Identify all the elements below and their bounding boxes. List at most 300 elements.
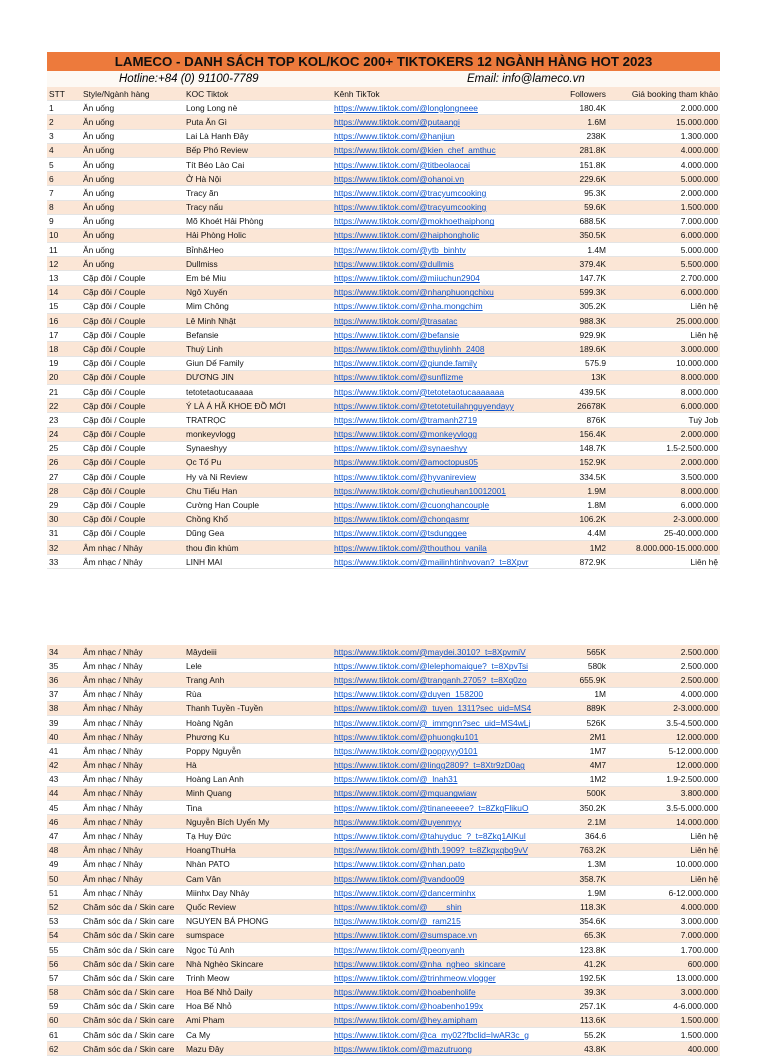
cell-stt: 49 <box>47 857 81 871</box>
cell-stt: 58 <box>47 985 81 999</box>
table-row <box>47 441 720 455</box>
cell-price: 5.000.000 <box>608 172 720 186</box>
cell-channel-link[interactable]: https://www.tiktok.com/@phuongku101 <box>332 730 540 744</box>
cell-channel-link[interactable]: https://www.tiktok.com/@longlongneee <box>332 101 540 115</box>
cell-followers: 229.6K <box>540 172 608 186</box>
cell-stt: 25 <box>47 441 81 455</box>
cell-koc-name: Hy và Ni Review <box>184 470 332 484</box>
cell-channel-link[interactable]: https://www.tiktok.com/@tranganh.2705?_t=8Xq0zo <box>332 673 540 687</box>
cell-koc-name: Lele <box>184 659 332 673</box>
cell-channel-link[interactable]: https://www.tiktok.com/@haiphongholic <box>332 228 540 242</box>
cell-koc-name: sumspace <box>184 928 332 942</box>
cell-stt: 4 <box>47 143 81 157</box>
cell-channel-link[interactable]: https://www.tiktok.com/@miiuchun2904 <box>332 271 540 285</box>
cell-followers: 95.3K <box>540 186 608 200</box>
cell-channel-link[interactable]: https://www.tiktok.com/@hoabenholife <box>332 985 540 999</box>
cell-followers: 350.5K <box>540 228 608 242</box>
cell-followers: 4.4M <box>540 526 608 540</box>
cell-channel-link[interactable]: https://www.tiktok.com/@thuylinhh_2408 <box>332 342 540 356</box>
cell-stt: 56 <box>47 957 81 971</box>
cell-koc-name: Minh Quang <box>184 786 332 800</box>
cell-stt: 24 <box>47 427 81 441</box>
cell-price: 4.000.000 <box>608 157 720 171</box>
cell-followers: 1.4M <box>540 243 608 257</box>
cell-followers: 889K <box>540 701 608 715</box>
cell-channel-link[interactable]: https://www.tiktok.com/@duyen_158200 <box>332 687 540 701</box>
cell-style: Cặp đôi / Couple <box>81 526 184 540</box>
sheet-block-1 <box>47 52 720 569</box>
cell-stt: 11 <box>47 243 81 257</box>
cell-followers: 1M2 <box>540 541 608 555</box>
table-row <box>47 299 720 313</box>
cell-followers: 65.3K <box>540 928 608 942</box>
table-row <box>47 900 720 914</box>
cell-followers: 55.2K <box>540 1028 608 1042</box>
cell-style: Âm nhạc / Nhảy <box>81 715 184 729</box>
cell-style: Ăn uống <box>81 186 184 200</box>
table-row <box>47 257 720 271</box>
cell-stt: 18 <box>47 342 81 356</box>
cell-price: Liên hệ <box>608 843 720 857</box>
cell-channel-link[interactable]: https://www.tiktok.com/@mazutruong <box>332 1042 540 1056</box>
cell-price: 14.000.000 <box>608 815 720 829</box>
cell-price: 2-3.000.000 <box>608 512 720 526</box>
cell-koc-name: Miinhx Day Nhảy <box>184 886 332 900</box>
cell-channel-link[interactable]: https://www.tiktok.com/@hanjiun <box>332 129 540 143</box>
cell-style: Ăn uống <box>81 200 184 214</box>
table-body-2 <box>47 645 720 1056</box>
cell-koc-name: thou đin khùm <box>184 541 332 555</box>
cell-channel-link[interactable]: https://www.tiktok.com/@monkeyvlogg <box>332 427 540 441</box>
cell-style: Ăn uống <box>81 257 184 271</box>
cell-channel-link[interactable]: https://www.tiktok.com/@sumspace.vn <box>332 928 540 942</box>
cell-stt: 43 <box>47 772 81 786</box>
cell-channel-link[interactable]: https://www.tiktok.com/@sunflizme <box>332 370 540 384</box>
cell-stt: 2 <box>47 115 81 129</box>
cell-followers: 118.3K <box>540 900 608 914</box>
cell-style: Âm nhạc / Nhảy <box>81 701 184 715</box>
cell-stt: 31 <box>47 526 81 540</box>
cell-channel-link[interactable]: https://www.tiktok.com/@chutieuhan10012001 <box>332 484 540 498</box>
cell-stt: 37 <box>47 687 81 701</box>
table-row <box>47 498 720 512</box>
cell-followers: 580k <box>540 659 608 673</box>
cell-style: Chăm sóc da / Skin care <box>81 999 184 1013</box>
table-row <box>47 427 720 441</box>
cell-koc-name: NGUYEN BÁ PHONG <box>184 914 332 928</box>
cell-style: Cặp đôi / Couple <box>81 285 184 299</box>
cell-price: 1.9-2.500.000 <box>608 772 720 786</box>
cell-style: Âm nhạc / Nhảy <box>81 730 184 744</box>
cell-stt: 13 <box>47 271 81 285</box>
cell-price: Liên hệ <box>608 555 720 569</box>
cell-followers: 113.6K <box>540 1013 608 1027</box>
cell-style: Chăm sóc da / Skin care <box>81 1013 184 1027</box>
cell-stt: 30 <box>47 512 81 526</box>
table-row <box>47 942 720 956</box>
cell-koc-name: Synaeshyy <box>184 441 332 455</box>
cell-followers: 180.4K <box>540 101 608 115</box>
cell-channel-link[interactable]: https://www.tiktok.com/@synaeshyy <box>332 441 540 455</box>
cell-koc-name: LINH MAI <box>184 555 332 569</box>
cell-style: Ăn uống <box>81 143 184 157</box>
cell-price: 600.000 <box>608 957 720 971</box>
cell-channel-link[interactable]: https://www.tiktok.com/@mokhoethaiphong <box>332 214 540 228</box>
cell-koc-name: Hoa Bế Nhỏ <box>184 999 332 1013</box>
cell-channel-link[interactable]: https://www.tiktok.com/@maydei.3010?_t=8XpvmiV <box>332 645 540 659</box>
cell-channel-link[interactable]: https://www.tiktok.com/@tsdunggee <box>332 526 540 540</box>
cell-price: 5.000.000 <box>608 243 720 257</box>
cell-koc-name: Hoàng Lan Anh <box>184 772 332 786</box>
cell-stt: 19 <box>47 356 81 370</box>
cell-channel-link[interactable]: https://www.tiktok.com/@kien_chef_amthuc <box>332 143 540 157</box>
cell-price: 3.500.000 <box>608 470 720 484</box>
cell-price: 5.500.000 <box>608 257 720 271</box>
table-row <box>47 328 720 342</box>
cell-price: 3.000.000 <box>608 914 720 928</box>
cell-channel-link[interactable]: https://www.tiktok.com/@giunde.family <box>332 356 540 370</box>
table-row <box>47 872 720 886</box>
cell-price: 3.000.000 <box>608 985 720 999</box>
cell-price: 13.000.000 <box>608 971 720 985</box>
cell-koc-name: Tracy ăn <box>184 186 332 200</box>
cell-channel-link[interactable]: https://www.tiktok.com/@chongasmr <box>332 512 540 526</box>
cell-style: Cặp đôi / Couple <box>81 470 184 484</box>
cell-followers: 334.5K <box>540 470 608 484</box>
cell-channel-link[interactable]: https://www.tiktok.com/@tahuyduc_?_t=8Zkq1AlKul <box>332 829 540 843</box>
cell-followers: 13K <box>540 370 608 384</box>
cell-koc-name: Dũng Gea <box>184 526 332 540</box>
table-row <box>47 730 720 744</box>
cell-channel-link[interactable]: https://www.tiktok.com/@tetotetaotucaaaaaaa <box>332 384 540 398</box>
cell-followers: 350.2K <box>540 801 608 815</box>
cell-followers: 152.9K <box>540 455 608 469</box>
cell-followers: 1M7 <box>540 744 608 758</box>
cell-followers: 364.6 <box>540 829 608 843</box>
cell-followers: 148.7K <box>540 441 608 455</box>
cell-price: 4.000.000 <box>608 900 720 914</box>
email-text: Email: info@lameco.vn <box>467 73 585 85</box>
table-row <box>47 758 720 772</box>
cell-channel-link[interactable]: https://www.tiktok.com/@ohanoi.vn <box>332 172 540 186</box>
cell-price: 12.000.000 <box>608 758 720 772</box>
cell-channel-link[interactable]: https://www.tiktok.com/@uyenmyy <box>332 815 540 829</box>
cell-channel-link[interactable]: https://www.tiktok.com/@nhanphuongchixu <box>332 285 540 299</box>
cell-style: Cặp đôi / Couple <box>81 328 184 342</box>
cell-koc-name: Hoàng Ngân <box>184 715 332 729</box>
cell-price: Tuỳ Job <box>608 413 720 427</box>
cell-channel-link[interactable]: https://www.tiktok.com/@titbeolaocai <box>332 157 540 171</box>
cell-style: Chăm sóc da / Skin care <box>81 914 184 928</box>
cell-price: 10.000.000 <box>608 356 720 370</box>
table-row <box>47 645 720 659</box>
cell-followers: 876K <box>540 413 608 427</box>
cell-style: Cặp đôi / Couple <box>81 314 184 328</box>
cell-price: 2-3.000.000 <box>608 701 720 715</box>
cell-style: Âm nhạc / Nhảy <box>81 744 184 758</box>
cell-koc-name: Nguyễn Bích Uyển My <box>184 815 332 829</box>
cell-followers: 305.2K <box>540 299 608 313</box>
cell-style: Ăn uống <box>81 157 184 171</box>
cell-followers: 688.5K <box>540 214 608 228</box>
cell-style: Ăn uống <box>81 214 184 228</box>
cell-followers: 1.9M <box>540 484 608 498</box>
cell-followers: 147.7K <box>540 271 608 285</box>
cell-channel-link[interactable]: https://www.tiktok.com/@tramanh2719 <box>332 413 540 427</box>
table-row <box>47 526 720 540</box>
cell-followers: 439.5K <box>540 384 608 398</box>
cell-price: 1.5-2.500.000 <box>608 441 720 455</box>
cell-stt: 16 <box>47 314 81 328</box>
table-row <box>47 886 720 900</box>
cell-koc-name: Hải Phòng Holic <box>184 228 332 242</box>
cell-channel-link[interactable]: https://www.tiktok.com/@tracyumcooking <box>332 186 540 200</box>
cell-style: Âm nhạc / Nhảy <box>81 687 184 701</box>
cell-stt: 12 <box>47 257 81 271</box>
cell-channel-link[interactable]: https://www.tiktok.com/@tinaneeeee?_t=8ZkqFlikuO <box>332 801 540 815</box>
cell-price: 8.000.000 <box>608 484 720 498</box>
cell-price: 2.500.000 <box>608 645 720 659</box>
cell-channel-link[interactable]: https://www.tiktok.com/@hey.amipham <box>332 1013 540 1027</box>
cell-koc-name: Thuỳ Linh <box>184 342 332 356</box>
cell-koc-name: Dullmiss <box>184 257 332 271</box>
cell-channel-link[interactable]: https://www.tiktok.com/@nha_ngheo_skincare <box>332 957 540 971</box>
cell-stt: 5 <box>47 157 81 171</box>
cell-price: Liên hệ <box>608 872 720 886</box>
cell-stt: 54 <box>47 928 81 942</box>
cell-koc-name: Ọc Tố Pu <box>184 455 332 469</box>
cell-channel-link[interactable]: https://www.tiktok.com/@dullmis <box>332 257 540 271</box>
cell-followers: 192.5K <box>540 971 608 985</box>
cell-followers: 1M <box>540 687 608 701</box>
cell-channel-link[interactable]: https://www.tiktok.com/@mailinhtinhvovan?_t=8Xpvr <box>332 555 540 569</box>
cell-price: Liên hệ <box>608 829 720 843</box>
sheet-block-2 <box>47 645 720 1056</box>
cell-koc-name: Mazu Đây <box>184 1042 332 1056</box>
cell-followers: 1M2 <box>540 772 608 786</box>
cell-price: 6.000.000 <box>608 399 720 413</box>
cell-followers: 59.6K <box>540 200 608 214</box>
cell-price: 6.000.000 <box>608 285 720 299</box>
cell-channel-link[interactable]: https://www.tiktok.com/@hyvanireview <box>332 470 540 484</box>
table-row <box>47 413 720 427</box>
cell-channel-link[interactable]: https://www.tiktok.com/@dancerminhx <box>332 886 540 900</box>
cell-channel-link[interactable]: https://www.tiktok.com/@putaangi <box>332 115 540 129</box>
cell-channel-link[interactable]: https://www.tiktok.com/@ca_my02?fbclid=IwAR3c_g <box>332 1028 540 1042</box>
cell-followers: 575.9 <box>540 356 608 370</box>
cell-price: 1.500.000 <box>608 200 720 214</box>
table-row <box>47 200 720 214</box>
cell-price: 8.000.000-15.000.000 <box>608 541 720 555</box>
cell-style: Chăm sóc da / Skin care <box>81 928 184 942</box>
cell-channel-link[interactable]: https://www.tiktok.com/@nha.mongchim <box>332 299 540 313</box>
cell-channel-link[interactable]: https://www.tiktok.com/@lingg2809?_t=8Xtr9zD0ag <box>332 758 540 772</box>
cell-style: Cặp đôi / Couple <box>81 370 184 384</box>
cell-style: Âm nhạc / Nhảy <box>81 645 184 659</box>
cell-price: 6-12.000.000 <box>608 886 720 900</box>
cell-channel-link[interactable]: https://www.tiktok.com/@hth.1909?_t=8Zkqxqbq9vV <box>332 843 540 857</box>
cell-stt: 22 <box>47 399 81 413</box>
cell-stt: 47 <box>47 829 81 843</box>
cell-followers: 929.9K <box>540 328 608 342</box>
cell-koc-name: Hoa Bế Nhỏ Daily <box>184 985 332 999</box>
cell-style: Cặp đôi / Couple <box>81 342 184 356</box>
cell-followers: 599.3K <box>540 285 608 299</box>
cell-koc-name: Chu Tiểu Han <box>184 484 332 498</box>
kol-table-part-1 <box>47 87 720 569</box>
cell-stt: 15 <box>47 299 81 313</box>
cell-channel-link[interactable]: https://www.tiktok.com/@____shin <box>332 900 540 914</box>
cell-price: 25-40.000.000 <box>608 526 720 540</box>
cell-stt: 23 <box>47 413 81 427</box>
cell-stt: 38 <box>47 701 81 715</box>
cell-price: 2.000.000 <box>608 455 720 469</box>
cell-stt: 9 <box>47 214 81 228</box>
cell-channel-link[interactable]: https://www.tiktok.com/@amoctopus05 <box>332 455 540 469</box>
cell-channel-link[interactable]: https://www.tiktok.com/@ytb_binhtv <box>332 243 540 257</box>
cell-style: Chăm sóc da / Skin care <box>81 971 184 985</box>
cell-koc-name: Cam Vân <box>184 872 332 886</box>
cell-koc-name: Ở Hà Nội <box>184 172 332 186</box>
cell-price: 25.000.000 <box>608 314 720 328</box>
cell-followers: 1.6M <box>540 115 608 129</box>
cell-koc-name: Puta Ăn Gì <box>184 115 332 129</box>
table-row <box>47 101 720 115</box>
cell-stt: 46 <box>47 815 81 829</box>
cell-channel-link[interactable]: https://www.tiktok.com/@_ram215 <box>332 914 540 928</box>
table-row <box>47 228 720 242</box>
cell-koc-name: Tít Béo Lào Cai <box>184 157 332 171</box>
cell-channel-link[interactable]: https://www.tiktok.com/@_lnah31 <box>332 772 540 786</box>
cell-stt: 32 <box>47 541 81 555</box>
cell-style: Ăn uống <box>81 129 184 143</box>
table-row <box>47 659 720 673</box>
cell-followers: 1.3M <box>540 857 608 871</box>
cell-price: 2.500.000 <box>608 659 720 673</box>
cell-channel-link[interactable]: https://www.tiktok.com/@tetotetuilahnguyendayy <box>332 399 540 413</box>
cell-koc-name: Giun Dế Family <box>184 356 332 370</box>
cell-price: 4-6.000.000 <box>608 999 720 1013</box>
cell-channel-link[interactable]: https://www.tiktok.com/@_tuyen_1311?sec_uid=MS4 <box>332 701 540 715</box>
table-row <box>47 384 720 398</box>
cell-koc-name: Ý LÀ Á HÃ KHOE ĐỒ MỚI <box>184 399 332 413</box>
cell-koc-name: Mim Chông <box>184 299 332 313</box>
table-row <box>47 829 720 843</box>
cell-stt: 6 <box>47 172 81 186</box>
cell-price: 4.000.000 <box>608 143 720 157</box>
cell-price: 4.000.000 <box>608 687 720 701</box>
cell-style: Cặp đôi / Couple <box>81 427 184 441</box>
table-row <box>47 928 720 942</box>
cell-koc-name: Trang Anh <box>184 673 332 687</box>
cell-channel-link[interactable]: https://www.tiktok.com/@nhan.pato <box>332 857 540 871</box>
cell-price: 3.000.000 <box>608 342 720 356</box>
table-row <box>47 484 720 498</box>
cell-channel-link[interactable]: https://www.tiktok.com/@_immgnn?sec_uid=MS4wLj <box>332 715 540 729</box>
cell-channel-link[interactable]: https://www.tiktok.com/@hoabenho199x <box>332 999 540 1013</box>
table-row <box>47 157 720 171</box>
header-row <box>47 87 720 101</box>
cell-channel-link[interactable]: https://www.tiktok.com/@trasatac <box>332 314 540 328</box>
cell-style: Âm nhạc / Nhảy <box>81 857 184 871</box>
cell-style: Cặp đôi / Couple <box>81 512 184 526</box>
cell-channel-link[interactable]: https://www.tiktok.com/@lelephomaique?_t=8XpvTsi <box>332 659 540 673</box>
cell-channel-link[interactable]: https://www.tiktok.com/@tracyumcooking <box>332 200 540 214</box>
cell-stt: 39 <box>47 715 81 729</box>
cell-price: 3.800.000 <box>608 786 720 800</box>
table-row <box>47 512 720 526</box>
table-row <box>47 687 720 701</box>
cell-price: 12.000.000 <box>608 730 720 744</box>
cell-channel-link[interactable]: https://www.tiktok.com/@peonyanh <box>332 942 540 956</box>
cell-price: 2.700.000 <box>608 271 720 285</box>
cell-stt: 35 <box>47 659 81 673</box>
cell-koc-name: Nhà Nghèo Skincare <box>184 957 332 971</box>
cell-followers: 26678K <box>540 399 608 413</box>
table-row <box>47 1028 720 1042</box>
table-row <box>47 786 720 800</box>
cell-koc-name: Ngô Xuyến <box>184 285 332 299</box>
cell-stt: 8 <box>47 200 81 214</box>
cell-stt: 27 <box>47 470 81 484</box>
cell-channel-link[interactable]: https://www.tiktok.com/@poppyyy0101 <box>332 744 540 758</box>
cell-stt: 55 <box>47 942 81 956</box>
cell-style: Cặp đôi / Couple <box>81 455 184 469</box>
cell-price: 15.000.000 <box>608 115 720 129</box>
cell-channel-link[interactable]: https://www.tiktok.com/@befansie <box>332 328 540 342</box>
cell-koc-name: Rùa <box>184 687 332 701</box>
cell-style: Ăn uống <box>81 101 184 115</box>
table-row <box>47 342 720 356</box>
cell-style: Âm nhạc / Nhảy <box>81 886 184 900</box>
table-row <box>47 815 720 829</box>
cell-price: 1.700.000 <box>608 942 720 956</box>
cell-channel-link[interactable]: https://www.tiktok.com/@trinhmeow.vlogger <box>332 971 540 985</box>
cell-followers: 39.3K <box>540 985 608 999</box>
cell-channel-link[interactable]: https://www.tiktok.com/@vandoo09 <box>332 872 540 886</box>
header-price: Giá booking tham khảo <box>608 87 720 101</box>
table-row <box>47 186 720 200</box>
cell-stt: 7 <box>47 186 81 200</box>
cell-followers: 151.8K <box>540 157 608 171</box>
cell-stt: 41 <box>47 744 81 758</box>
cell-channel-link[interactable]: https://www.tiktok.com/@mquangwiaw <box>332 786 540 800</box>
cell-style: Cặp đôi / Couple <box>81 399 184 413</box>
cell-channel-link[interactable]: https://www.tiktok.com/@thouthou_vanila <box>332 541 540 555</box>
cell-koc-name: monkeyvlogg <box>184 427 332 441</box>
cell-stt: 21 <box>47 384 81 398</box>
cell-followers: 1.9M <box>540 886 608 900</box>
header-style: Style/Ngành hàng <box>81 87 184 101</box>
cell-stt: 3 <box>47 129 81 143</box>
cell-channel-link[interactable]: https://www.tiktok.com/@cuonghancouple <box>332 498 540 512</box>
cell-stt: 44 <box>47 786 81 800</box>
cell-followers: 123.8K <box>540 942 608 956</box>
cell-followers: 988.3K <box>540 314 608 328</box>
table-row <box>47 843 720 857</box>
cell-style: Âm nhạc / Nhảy <box>81 843 184 857</box>
cell-stt: 40 <box>47 730 81 744</box>
table-row <box>47 673 720 687</box>
cell-koc-name: Bỉnh&Heo <box>184 243 332 257</box>
cell-price: 1.300.000 <box>608 129 720 143</box>
table-row <box>47 285 720 299</box>
cell-stt: 53 <box>47 914 81 928</box>
cell-price: 3.5-5.000.000 <box>608 801 720 815</box>
cell-stt: 59 <box>47 999 81 1013</box>
cell-stt: 48 <box>47 843 81 857</box>
cell-koc-name: tetotetaotucaaaaa <box>184 384 332 398</box>
